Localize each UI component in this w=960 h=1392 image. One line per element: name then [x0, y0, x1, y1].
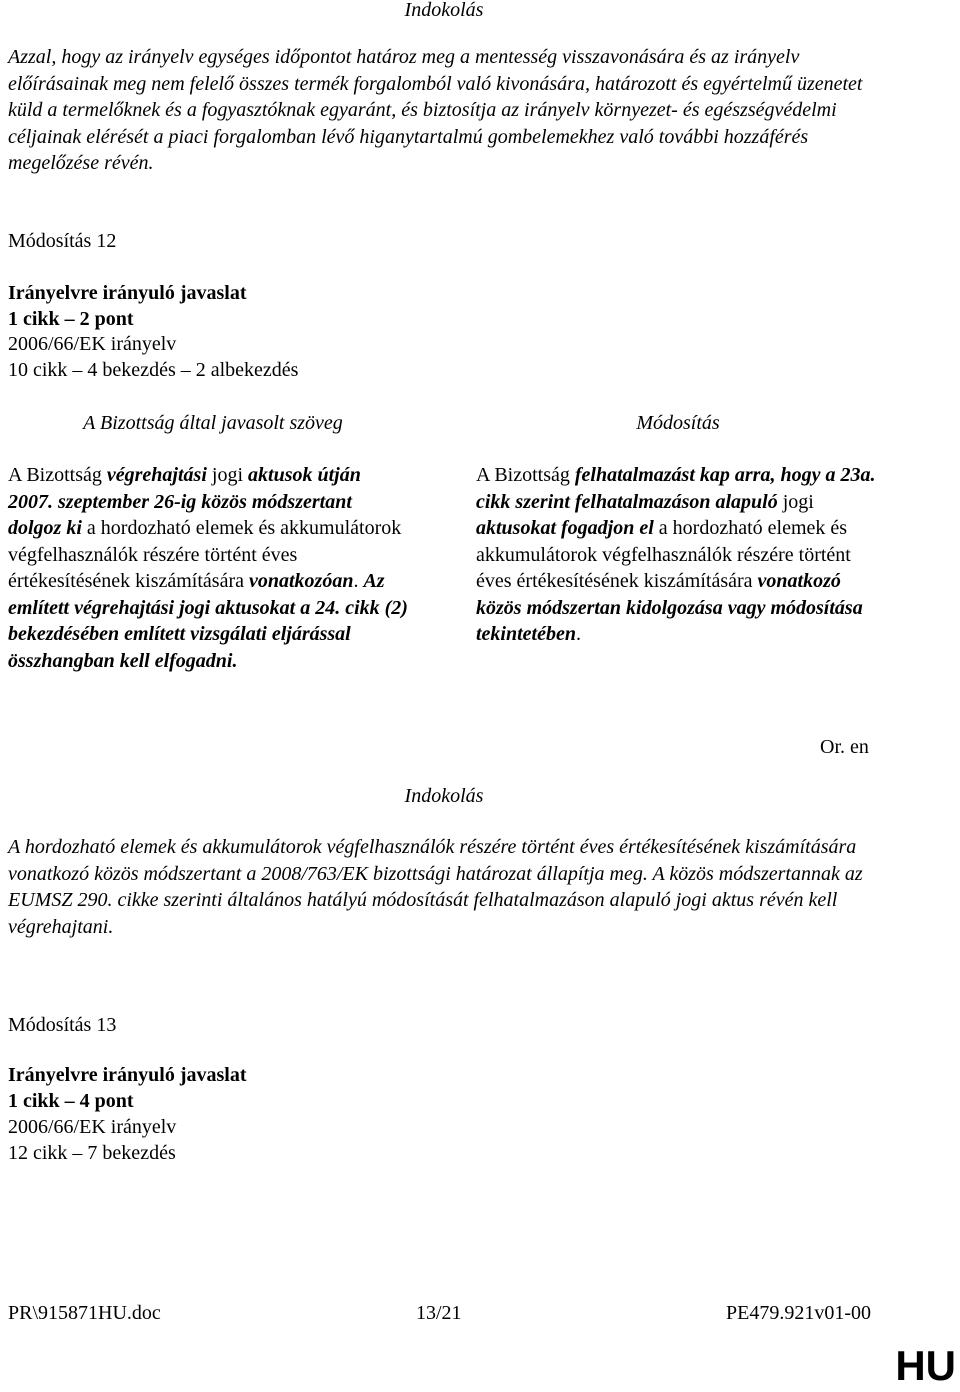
justification-heading-2: Indokolás: [404, 785, 484, 807]
text-segment: vonatkozó közös módszertan kidolgozása vagy módosítása tekintetében: [476, 570, 863, 645]
footer-page-number: 13/21: [416, 1302, 462, 1324]
amendment-12-title: Módosítás 12: [8, 230, 117, 252]
text-segment: Az említett végrehajtási jogi aktusokat a 24. cikk (2) bekezdésében említett vizsgálati eljárással összhangban kell elfogadni.: [8, 570, 408, 672]
text-segment: .: [353, 570, 364, 592]
amendment-text-column: [476, 462, 880, 648]
amendment-12-paragraph: 10 cikk – 4 bekezdés – 2 albekezdés: [8, 359, 299, 381]
text-segment: a hordozható elemek és akkumulátorok végfelhasználók részére történt éves értékesítésének kiszámítására: [476, 517, 851, 592]
text-segment: jogi: [777, 490, 814, 513]
text-segment: végrehajtási: [106, 464, 207, 486]
footer-doc-ref: PR\915871HU.doc: [8, 1302, 161, 1324]
text-segment: A Bizottság: [476, 464, 575, 486]
footer-language-code: HU: [895, 1342, 956, 1389]
text-segment: vonatkozóan: [249, 570, 354, 592]
footer-pe-ref: PE479.921v01-00: [726, 1302, 871, 1324]
text-segment: A Bizottság: [8, 464, 107, 486]
amendment-12-article: 1 cikk – 2 pont: [8, 308, 134, 330]
text-segment: aktusokat fogadjon el: [476, 517, 654, 539]
amendment-13-paragraph: 12 cikk – 7 bekezdés: [8, 1142, 176, 1164]
amendment-13-directive: 2006/66/EK irányelv: [8, 1116, 177, 1138]
amendment-12-proposal: Irányelvre irányuló javaslat: [8, 282, 247, 304]
text-segment: .: [575, 623, 581, 645]
text-segment: a hordozható elemek és akkumulátorok végfelhasználók részére történt éves értékesítésének kiszámítására: [8, 517, 402, 592]
amendment-12-directive: 2006/66/EK irányelv: [8, 333, 177, 355]
text-segment: jogi: [206, 464, 249, 486]
amendment-13-article: 1 cikk – 4 pont: [8, 1090, 134, 1112]
amendment-13-title: Módosítás 13: [8, 1014, 117, 1036]
justification-text-2: A hordozható elemek és akkumulátorok végfelhasználók részére történt éves értékesítésének kiszámítására vonatkozó közös módszertant a 2008/763/EK bizottsági határozat állapítja meg. A közös módszertannak az EUMSZ 290. cikke szerinti általános hatályú módosítását felhatalmazáson alapuló jogi aktus révén kell végrehajtani.: [8, 836, 863, 938]
text-segment: felhatalmazást kap arra, hogy a 23a. cikk szerint felhatalmazáson alapuló: [476, 464, 876, 513]
amendment-13-proposal: Irányelvre irányuló javaslat: [8, 1064, 247, 1086]
text-segment: aktusok útján 2007. szeptember 26-ig közös módszertant dolgoz ki: [8, 464, 361, 539]
amendment-header: Módosítás: [636, 412, 720, 434]
justification-heading-1: Indokolás: [404, 0, 484, 21]
origin-language: Or. en: [820, 736, 869, 758]
justification-text-1: Azzal, hogy az irányelv egységes időpontot határoz meg a mentesség visszavonására és az irányelv előírásainak meg nem felelő összes termék forgalomból való kivonására, határozott és egyértelmű üzenetet küld a termelőknek és a fogyasztóknak egyaránt, és biztosítja az irányelv környezet- és egészségvédelmi céljainak elérését a piaci forgalomban lévő higanytartalmú gombelemekhez való további hozzáférés megelőzése révén.: [8, 46, 863, 174]
commission-text-column: [8, 462, 408, 674]
commission-text-header: A Bizottság által javasolt szöveg: [83, 412, 343, 434]
